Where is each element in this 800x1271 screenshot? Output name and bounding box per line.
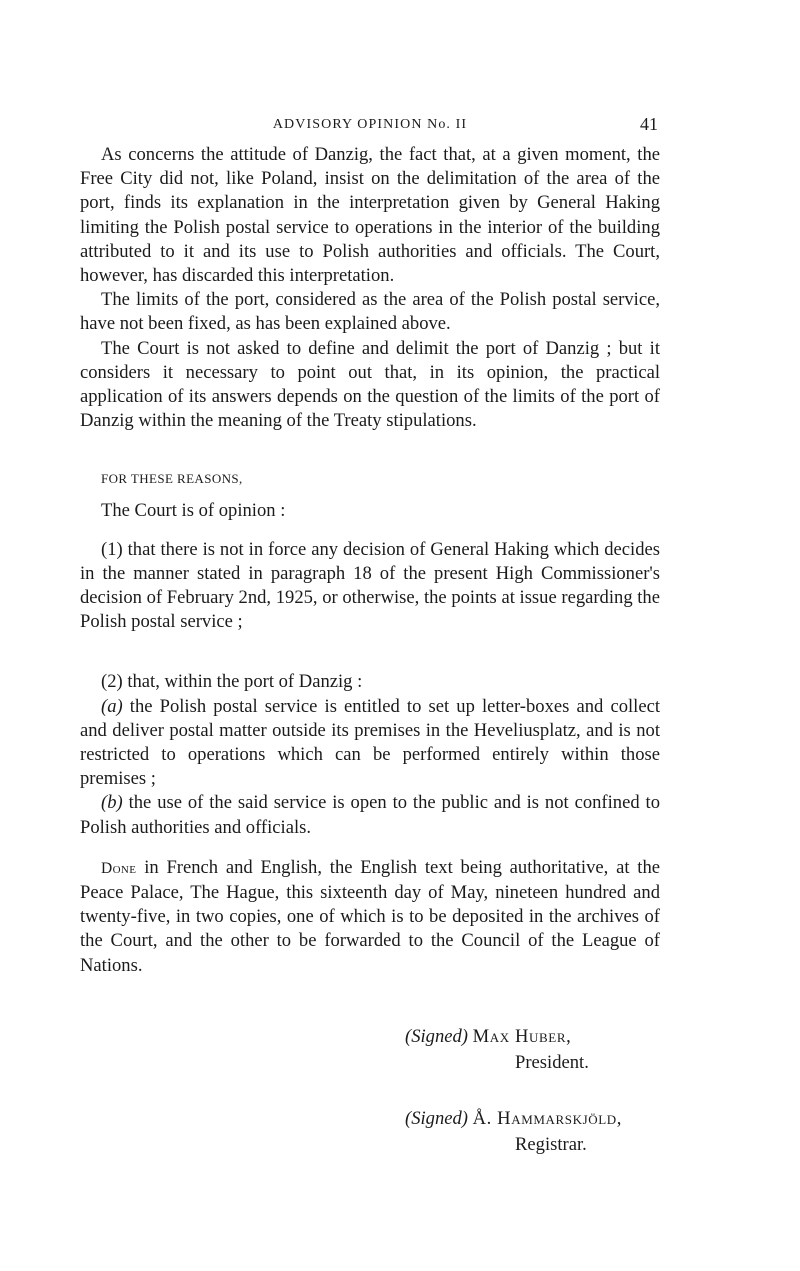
done-paragraph bbox=[80, 856, 660, 978]
paragraph-court-not-asked: The Court is not asked to define and delimit the port of Danzig ; but it considers it necessary to point out that, in its opinion, the practical application of its answers depends on the question of the limits of the port of Danzig within the meaning of the Treaty stipulations. bbox=[80, 337, 660, 432]
paragraph-danzig-attitude: As concerns the attitude of Danzig, the fact that, at a given moment, the Free City did not, like Poland, insist on the delimitation of the area of the port, finds its explanation in the interpretation given by General Haking limiting the Polish postal service to operations in the interior of the building attributed to it and its use to Polish authorities and officials. The Court, however, has discarded this interpretation. bbox=[80, 144, 660, 287]
court-opinion-intro: The Court is of opinion : bbox=[101, 500, 286, 522]
body-text bbox=[80, 143, 660, 978]
for-these-reasons: FOR THESE REASONS, bbox=[101, 471, 243, 487]
operative-point-1: (1) that there is not in force any decision of General Haking which decides in the manner stated in paragraph 18 of the present High Commissioner's decision of February 2nd, 1925, or otherwise, the points at issue regarding the Polish postal service ; bbox=[80, 538, 660, 633]
signatory-name: Max Huber, bbox=[472, 1026, 572, 1047]
running-header bbox=[80, 114, 660, 138]
point-2a-text: the Polish postal service is entitled to set up letter-boxes and collect and deliver postal matter outside its premises in the Heveliusplatz, and is not restricted to operations which can be performed entirely within those premises ; bbox=[80, 695, 660, 790]
page-number: 41 bbox=[640, 114, 658, 134]
operative-point-2a bbox=[80, 695, 660, 792]
signed-label: (Signed) bbox=[405, 1026, 468, 1047]
signatory-title: Registrar. bbox=[515, 1134, 587, 1155]
running-title: ADVISORY OPINION No. II bbox=[272, 117, 468, 132]
signatory-name: Å. Hammarskjöld, bbox=[472, 1108, 623, 1129]
done-word: Done bbox=[101, 859, 137, 877]
operative-point-2b bbox=[80, 791, 660, 839]
point-2b-text: the use of the said service is open to the public and is not confined to Polish authorities and officials. bbox=[80, 792, 660, 838]
signature-registrar bbox=[405, 1107, 705, 1157]
document-page bbox=[80, 0, 660, 1271]
signature-president bbox=[405, 1025, 705, 1075]
signatory-title: President. bbox=[515, 1052, 589, 1073]
operative-point-2: (2) that, within the port of Danzig : bbox=[101, 671, 363, 693]
done-text: in French and English, the English text being authoritative, at the Peace Palace, The Hague, this sixteenth day of May, nineteen hundred and twenty-five, in two copies, one of which is to be deposited in the archives of the Court, and the other to be forwarded to the Council of the League of Nations. bbox=[80, 856, 660, 976]
point-2a-label: (a) bbox=[101, 695, 123, 717]
paragraph-port-limits: The limits of the port, considered as the area of the Polish postal service, have not been fixed, as has been explained above. bbox=[80, 289, 660, 335]
signed-label: (Signed) bbox=[405, 1108, 468, 1129]
point-2b-label: (b) bbox=[101, 792, 123, 814]
